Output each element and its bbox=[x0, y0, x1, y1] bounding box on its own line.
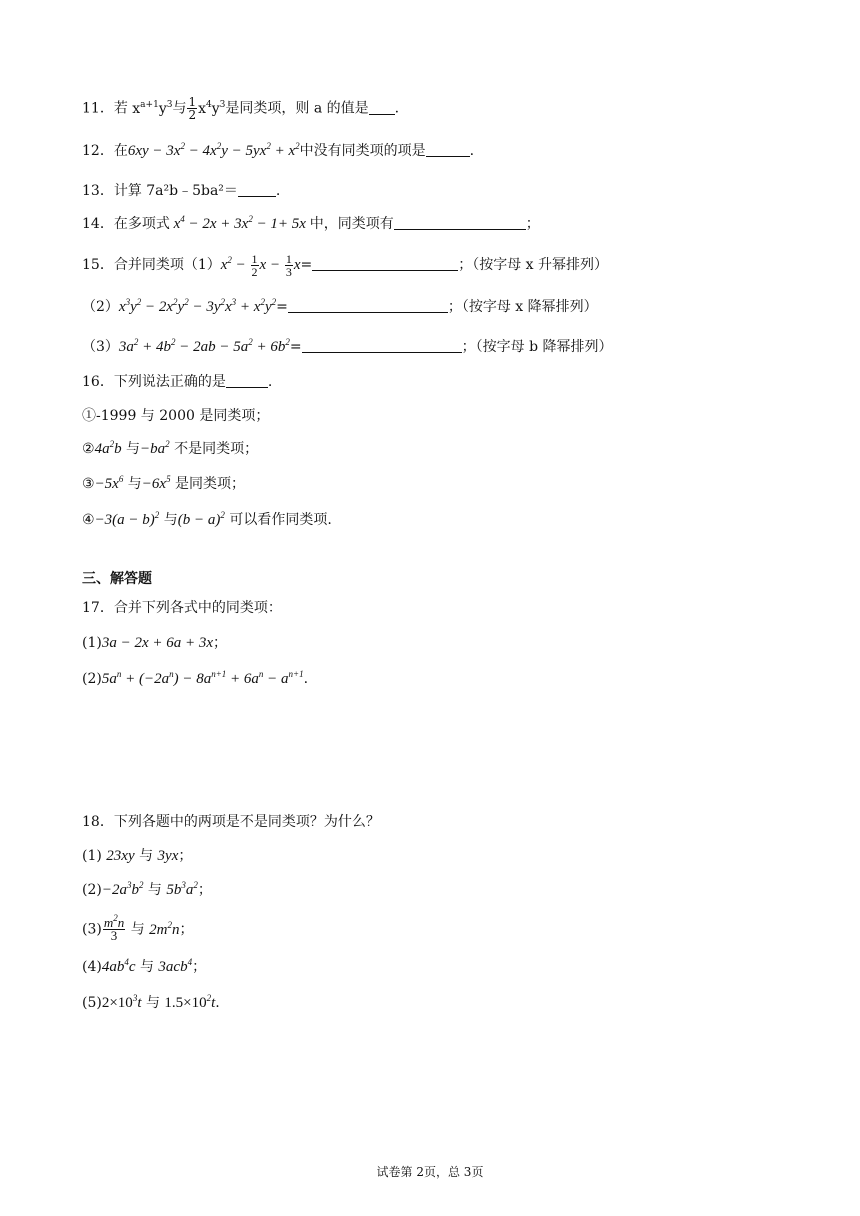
answer-blank bbox=[394, 215, 526, 230]
fraction: $\frac{1}{2}$ bbox=[188, 95, 197, 122]
question-18-part-1: (1) 23xy 与 3yx； bbox=[82, 848, 193, 864]
answer-blank bbox=[426, 142, 470, 157]
section-title: 三、解答题 bbox=[82, 571, 152, 587]
question-18-part-4: $(4)4ab^4c$ 与 3acb$^4$； bbox=[82, 957, 207, 975]
option-2: $②4a^2b$ 与$-ba^2$ 不是同类项； bbox=[82, 439, 259, 457]
answer-blank bbox=[369, 100, 395, 115]
option-4: ④−3(a − b)$^2$ 与$(b - a)^2$ 可以看作同类项. bbox=[82, 510, 332, 528]
question-18-part-2: $(2)-2a^3b^2$ 与 $5b^3a^2$； bbox=[82, 880, 212, 898]
option-1: ①-1999 与 2000 是同类项； bbox=[82, 408, 270, 424]
question-14: 14．在多项式 $x^4 - 2x + 3x^2 - 1+ 5x$ 中，同类项有 ； bbox=[82, 214, 540, 232]
page-footer: 试卷第 2页，总 3页 bbox=[376, 1165, 484, 1179]
answer-blank bbox=[226, 373, 268, 388]
question-15: 15．合并同类项$(1)x^2$ − $\frac{1}{2}$ x − $\frac{1}{3}$ x= ；（按字母 x 升幂排列） bbox=[82, 252, 609, 279]
question-16: 16．下列说法正确的是 . bbox=[82, 374, 273, 390]
answer-blank bbox=[238, 182, 276, 197]
question-12: 12．在$6xy - 3x^2 - 4x^2y - 5yx^2 + x^2$中没有同类项的项是 . bbox=[82, 141, 475, 159]
question-17-part-2: $(2)5a^n + (-2a^n) - 8a^{n+1} + 6a^n - a^{n+1}$. bbox=[82, 669, 309, 687]
question-11: 11．若 $x^{a+1}y^3$与 $\frac{1}{2}$ $x^4y^3$是同类项，则 a 的值是 . bbox=[82, 95, 400, 122]
answer-blank bbox=[312, 256, 458, 271]
question-17-part-1: (1)3a − 2x + 6a + 3x； bbox=[82, 635, 228, 651]
question-18-part-3: (3) $\frac{m^2n}{3}$ 与 $2m^2n$； bbox=[82, 913, 194, 943]
option-3: $③-5x^6$ 与$-6x^5$ 是同类项； bbox=[82, 474, 246, 492]
question-15-part-2: $(2)x^3y^2 - 2x^2y^2 - 3y^2x^3 + x^2y^2=$ ；（按字母 x 降幂排列） bbox=[82, 297, 598, 315]
answer-blank bbox=[302, 338, 462, 353]
question-18: 18．下列各题中的两项是不是同类项？为什么？ bbox=[82, 814, 380, 830]
question-17: 17．合并下列各式中的同类项： bbox=[82, 600, 282, 616]
question-13: 13．计算 7a²b﹣5ba²＝ . bbox=[82, 183, 281, 199]
answer-blank bbox=[288, 298, 448, 313]
question-18-part-5: $(5)2\times 10^3t$ 与 $1.5\times 10^2t$. bbox=[82, 993, 220, 1011]
question-15-part-3: $(3)3a^2 + 4b^2 - 2ab - 5a^2 + 6b^2=$ ；（按字母 b 降幂排列） bbox=[82, 337, 613, 355]
